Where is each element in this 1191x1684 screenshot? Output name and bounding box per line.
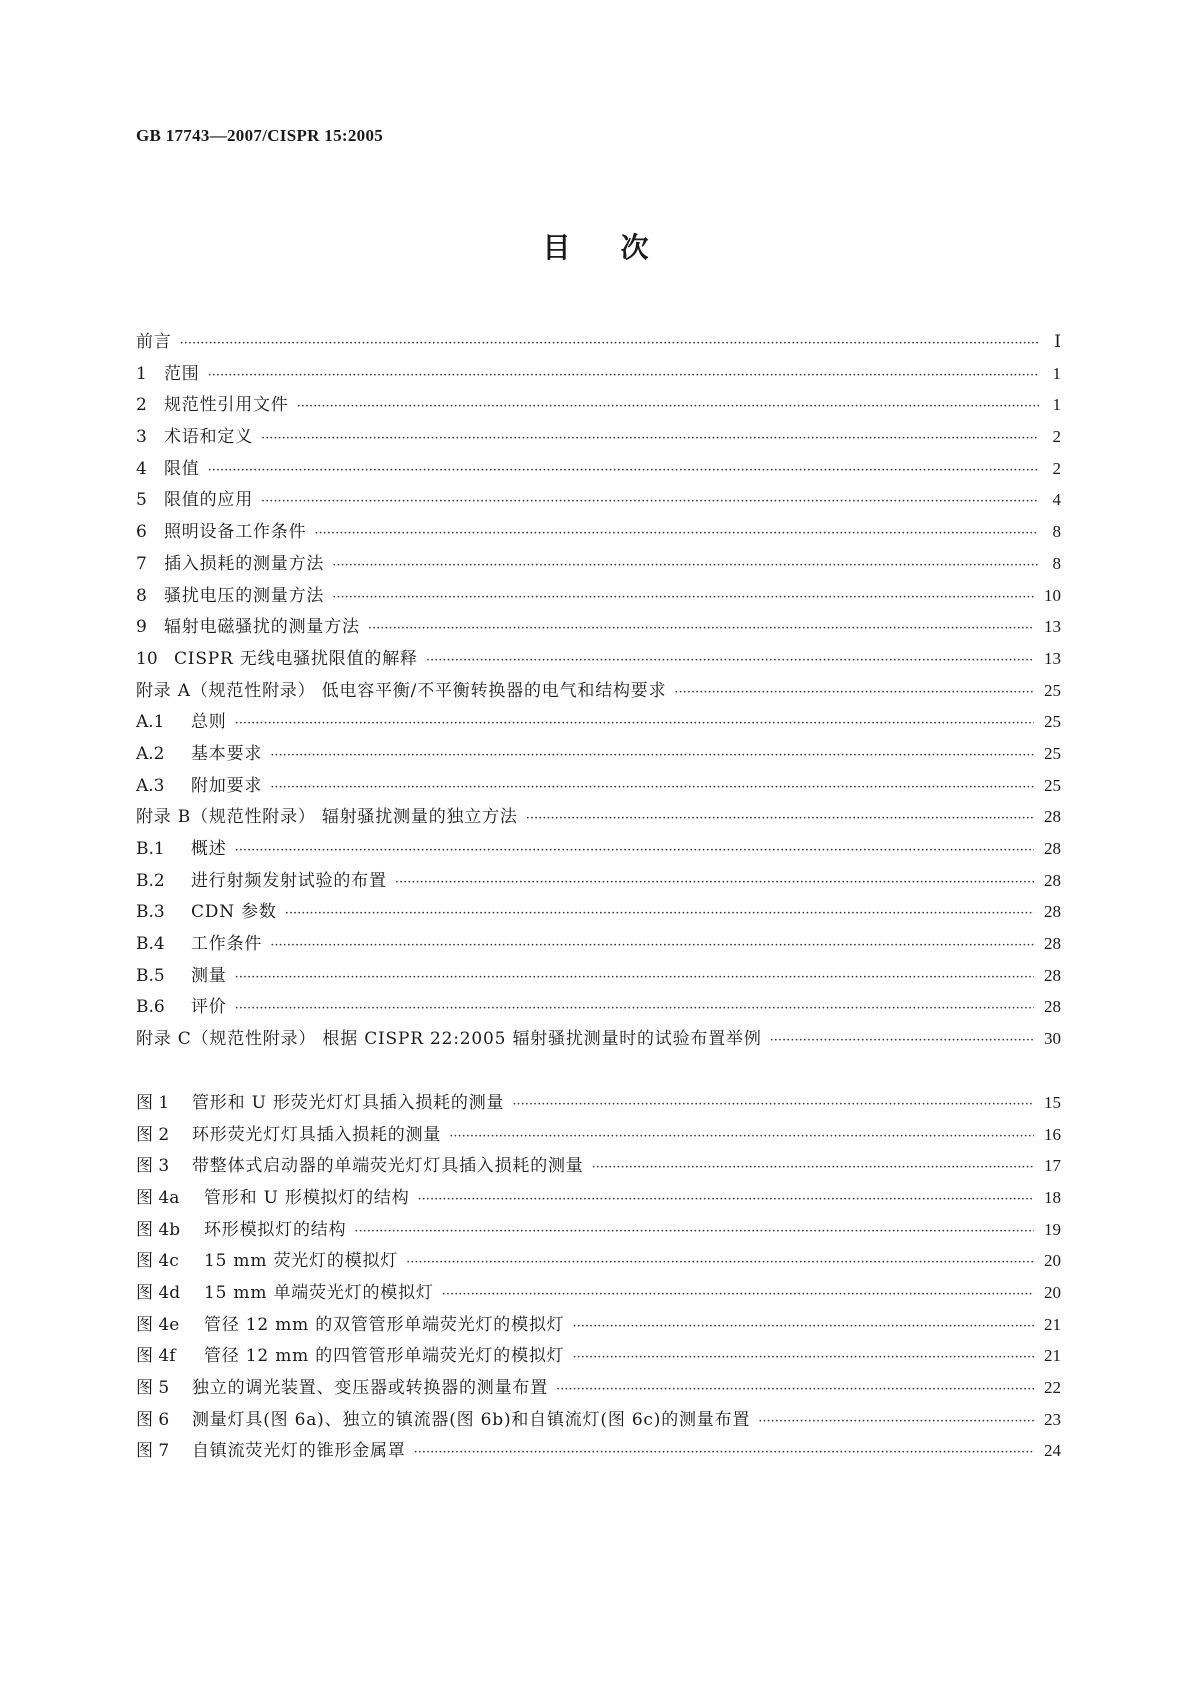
dot-leader: [426, 645, 1034, 677]
figure-number: 图 3: [136, 1156, 170, 1177]
figure-number: 图 2: [136, 1124, 170, 1145]
figure-entry[interactable]: [136, 1150, 1061, 1182]
toc-entry-number: B.3: [136, 902, 165, 923]
toc-entry-page: Ⅰ: [1054, 332, 1061, 351]
dot-leader: [526, 803, 1034, 835]
toc-entry-page: 8: [1052, 553, 1061, 573]
figure-number: 图 7: [136, 1441, 170, 1462]
figure-page: 22: [1044, 1378, 1061, 1397]
figure-number: 图 4e: [136, 1314, 180, 1335]
toc-entry-annex-b[interactable]: [136, 801, 1061, 833]
figure-number: 图 4d: [136, 1282, 181, 1303]
toc-entry-annex-c[interactable]: [136, 1023, 1061, 1055]
toc-entry-number: A.3: [136, 775, 165, 796]
toc-entry-page: 1: [1052, 363, 1061, 383]
toc-entry-page: 13: [1044, 617, 1061, 637]
figure-number: 图 4a: [136, 1187, 180, 1208]
figure-entry[interactable]: [136, 1340, 1061, 1372]
toc-entry-title: 规范性引用文件: [164, 395, 289, 416]
toc-entry-page: 8: [1052, 522, 1061, 542]
dot-leader: [395, 867, 1034, 899]
toc-entry-number: 10: [136, 648, 158, 669]
figure-title: 管形和 U 形模拟灯的结构: [204, 1187, 410, 1208]
toc-entry[interactable]: [136, 643, 1061, 675]
toc-entry-number: 2: [136, 395, 147, 416]
dot-leader: [556, 1374, 1034, 1406]
toc-entry-page: 28: [1044, 934, 1061, 954]
toc-entry-page: 30: [1044, 1029, 1061, 1049]
dot-leader: [758, 1406, 1034, 1438]
figure-entry[interactable]: [136, 1372, 1061, 1404]
figure-number: 图 4b: [136, 1219, 181, 1240]
toc-entry[interactable]: [136, 706, 1061, 738]
toc-entry-number: 1: [136, 363, 147, 384]
toc-entry-number: 7: [136, 553, 147, 574]
toc-entry-page: 2: [1052, 427, 1061, 447]
toc-entry-page: 28: [1044, 870, 1061, 890]
toc-entry[interactable]: [136, 896, 1061, 928]
toc-entry-number: A.1: [136, 712, 165, 733]
toc-entry[interactable]: [136, 358, 1061, 390]
toc-entry[interactable]: [136, 611, 1061, 643]
figure-entry[interactable]: [136, 1245, 1061, 1277]
figure-page: 17: [1044, 1156, 1061, 1176]
dot-leader: [354, 1216, 1034, 1248]
dot-leader: [674, 677, 1034, 709]
figure-page: 19: [1044, 1219, 1061, 1239]
toc-entry-title: 插入损耗的测量方法: [164, 553, 325, 574]
toc-entry-page: 25: [1044, 775, 1061, 795]
toc-entry[interactable]: [136, 770, 1061, 802]
figure-title: 管径 12 mm 的双管管形单端荧光灯的模拟灯: [204, 1314, 565, 1335]
toc-entry-annex-a[interactable]: [136, 675, 1061, 707]
toc-entry-number: B.5: [136, 965, 165, 986]
dot-leader: [235, 993, 1034, 1025]
toc-entry[interactable]: [136, 738, 1061, 770]
toc-entry-page: 28: [1044, 902, 1061, 922]
toc-entry-title: 工作条件: [191, 934, 263, 955]
toc-entry-title: 辐射电磁骚扰的测量方法: [164, 617, 360, 638]
toc-entry-title: 骚扰电压的测量方法: [164, 585, 325, 606]
dot-leader: [332, 550, 1039, 582]
toc-entry-page: 28: [1044, 965, 1061, 985]
toc-entry-title: CDN 参数: [191, 902, 277, 923]
toc-entry-title: 限值的应用: [164, 490, 253, 511]
dot-leader: [297, 391, 1039, 423]
toc-entry-title: 限值: [164, 458, 200, 479]
toc-entry-title: 前言: [136, 332, 172, 352]
table-of-contents: [136, 326, 1061, 1467]
toc-entry-title: 附录 B（规范性附录） 辐射骚扰测量的独立方法: [136, 807, 518, 828]
figure-title: 15 mm 荧光灯的模拟灯: [204, 1251, 399, 1272]
dot-leader: [368, 613, 1034, 645]
toc-entry-page: 25: [1044, 743, 1061, 763]
toc-entry-page: 25: [1044, 680, 1061, 700]
toc-entry[interactable]: [136, 960, 1061, 992]
figure-title: 带整体式启动器的单端荧光灯灯具插入损耗的测量: [192, 1156, 584, 1177]
toc-entry[interactable]: [136, 453, 1061, 485]
figure-entry[interactable]: [136, 1309, 1061, 1341]
toc-entry-page: 10: [1044, 585, 1061, 605]
toc-entry-title: 附录 A（规范性附录） 低电容平衡/不平衡转换器的电气和结构要求: [136, 680, 667, 701]
toc-entry-title: 附加要求: [191, 775, 263, 796]
figure-page: 20: [1044, 1282, 1061, 1302]
dot-leader: [208, 455, 1039, 487]
toc-entry[interactable]: [136, 421, 1061, 453]
figure-entry[interactable]: [136, 1277, 1061, 1309]
figure-page: 23: [1044, 1409, 1061, 1429]
toc-entry-title: 术语和定义: [164, 427, 253, 448]
dot-leader: [406, 1247, 1034, 1279]
figure-page: 15: [1044, 1092, 1061, 1112]
toc-entry-title: 测量: [191, 965, 227, 986]
toc-entry-title: 附录 C（规范性附录） 根据 CISPR 22:2005 辐射骚扰测量时的试验布置举例: [136, 1029, 762, 1050]
dot-leader: [180, 328, 1039, 360]
figure-title: 测量灯具(图 6a)、独立的镇流器(图 6b)和自镇流灯(图 6c)的测量布置: [192, 1409, 751, 1430]
dot-leader: [261, 486, 1039, 518]
toc-entry-number: B.1: [136, 839, 165, 859]
toc-entry[interactable]: [136, 833, 1061, 865]
figure-entry[interactable]: [136, 1182, 1061, 1214]
page-title: 目次: [542, 231, 699, 264]
toc-entry[interactable]: [136, 484, 1061, 516]
toc-entry-number: B.4: [136, 934, 165, 955]
figure-page: 24: [1044, 1441, 1061, 1461]
figure-title: 环形荧光灯灯具插入损耗的测量: [192, 1124, 442, 1145]
dot-leader: [770, 1025, 1034, 1057]
toc-entry-number: 3: [136, 427, 147, 448]
toc-entry-title: CISPR 无线电骚扰限值的解释: [174, 648, 418, 669]
figure-entry[interactable]: [136, 1087, 1061, 1119]
figure-title: 15 mm 单端荧光灯的模拟灯: [204, 1282, 434, 1303]
dot-leader: [270, 772, 1034, 804]
figure-title: 独立的调光装置、变压器或转换器的测量布置: [192, 1378, 548, 1398]
toc-entry-page: 2: [1052, 458, 1061, 478]
figure-number: 图 1: [136, 1092, 170, 1113]
dot-leader: [512, 1089, 1034, 1121]
toc-entry-title: 进行射频发射试验的布置: [191, 870, 387, 891]
toc-entry-number: 4: [136, 458, 147, 479]
dot-leader: [314, 518, 1039, 550]
dot-leader: [414, 1437, 1034, 1469]
toc-entry-number: B.2: [136, 870, 165, 891]
toc-entry[interactable]: [136, 580, 1061, 612]
toc-entry-page: 1: [1052, 395, 1061, 415]
standard-code: GB 17743—2007/CISPR 15:2005: [136, 126, 384, 145]
toc-entry-page: 28: [1044, 997, 1061, 1017]
dot-leader: [449, 1121, 1034, 1153]
dot-leader: [270, 740, 1034, 772]
dot-leader: [285, 898, 1034, 930]
dot-leader: [261, 423, 1039, 455]
toc-entry-page: 28: [1044, 839, 1061, 858]
dot-leader: [572, 1342, 1034, 1374]
figure-number: 图 5: [136, 1378, 170, 1398]
toc-entry-page: 4: [1052, 490, 1061, 510]
toc-entry-number: 8: [136, 585, 147, 606]
dot-leader: [572, 1311, 1034, 1343]
dot-leader: [235, 962, 1034, 994]
figure-entry[interactable]: [136, 1404, 1061, 1436]
toc-entry-title: 评价: [191, 997, 227, 1018]
figure-number: 图 4c: [136, 1251, 179, 1272]
dot-leader: [235, 835, 1034, 867]
figure-title: 管径 12 mm 的四管管形单端荧光灯的模拟灯: [204, 1346, 565, 1367]
toc-entry-number: B.6: [136, 997, 165, 1018]
figure-page: 21: [1044, 1346, 1061, 1366]
dot-leader: [332, 582, 1034, 614]
toc-entry-title: 照明设备工作条件: [164, 522, 307, 543]
figure-title: 自镇流荧光灯的锥形金属罩: [192, 1441, 406, 1462]
figure-page: 20: [1044, 1251, 1061, 1271]
section-spacer: [136, 1055, 1061, 1087]
toc-entry-title: 总则: [191, 712, 227, 733]
figure-entry[interactable]: [136, 1214, 1061, 1246]
figure-entry[interactable]: [136, 1119, 1061, 1151]
toc-entry[interactable]: [136, 548, 1061, 580]
toc-entry-page: 28: [1044, 807, 1061, 827]
figure-title: 管形和 U 形荧光灯灯具插入损耗的测量: [192, 1092, 505, 1113]
toc-entry[interactable]: [136, 991, 1061, 1023]
toc-entry-number: A.2: [136, 743, 165, 764]
dot-leader: [235, 708, 1034, 740]
dot-leader: [270, 930, 1034, 962]
figure-entry[interactable]: [136, 1435, 1061, 1467]
figure-page: 16: [1044, 1124, 1061, 1144]
figure-page: 21: [1044, 1314, 1061, 1334]
dot-leader: [418, 1184, 1034, 1216]
toc-entry-preface[interactable]: [136, 326, 1061, 358]
toc-entry-number: 5: [136, 490, 147, 511]
toc-entry[interactable]: [136, 865, 1061, 897]
figure-page: 18: [1044, 1187, 1061, 1207]
figure-number: 图 6: [136, 1409, 170, 1430]
toc-entry[interactable]: [136, 389, 1061, 421]
toc-entry-title: 基本要求: [191, 743, 263, 764]
dot-leader: [592, 1152, 1034, 1184]
toc-entry-page: 25: [1044, 712, 1061, 732]
toc-entry-number: 9: [136, 617, 147, 638]
figure-number: 图 4f: [136, 1346, 176, 1367]
toc-entry-page: 13: [1044, 648, 1061, 668]
toc-entry[interactable]: [136, 928, 1061, 960]
toc-entry-title: 范围: [164, 363, 200, 384]
toc-entry[interactable]: [136, 516, 1061, 548]
dot-leader: [208, 360, 1039, 392]
figure-title: 环形模拟灯的结构: [204, 1219, 347, 1240]
toc-entry-title: 概述: [191, 839, 227, 859]
toc-entry-number: 6: [136, 522, 147, 543]
dot-leader: [442, 1279, 1034, 1311]
